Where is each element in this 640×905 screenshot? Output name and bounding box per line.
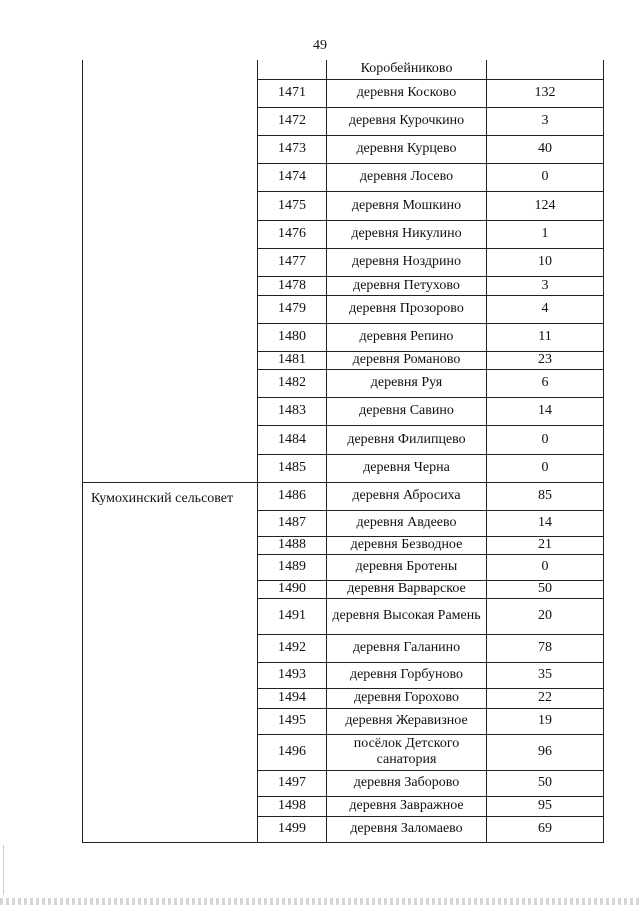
population-cell: 4 xyxy=(487,295,604,323)
number-cell: 1489 xyxy=(258,554,327,580)
population-cell: 78 xyxy=(487,634,604,662)
settlement-name-cell: деревня Романово xyxy=(327,351,487,369)
population-cell: 20 xyxy=(487,598,604,634)
settlement-name-cell: деревня Горбуново xyxy=(327,662,487,688)
number-cell: 1495 xyxy=(258,708,327,734)
number-cell xyxy=(258,60,327,79)
population-cell: 0 xyxy=(487,163,604,191)
number-cell: 1490 xyxy=(258,580,327,598)
population-cell: 6 xyxy=(487,369,604,397)
population-cell: 23 xyxy=(487,351,604,369)
settlement-name-cell: деревня Репино xyxy=(327,323,487,351)
settlement-name-cell: деревня Галанино xyxy=(327,634,487,662)
settlement-table xyxy=(82,60,604,843)
population-cell: 35 xyxy=(487,662,604,688)
population-cell: 14 xyxy=(487,510,604,536)
population-cell: 0 xyxy=(487,554,604,580)
population-cell: 19 xyxy=(487,708,604,734)
settlement-name-cell: деревня Завражное xyxy=(327,796,487,816)
number-cell: 1474 xyxy=(258,163,327,191)
table-row xyxy=(83,482,604,510)
number-cell: 1473 xyxy=(258,135,327,163)
settlement-name-cell: деревня Высокая Рамень xyxy=(327,598,487,634)
settlement-name-cell: деревня Черна xyxy=(327,454,487,482)
settlement-name-cell: деревня Бротены xyxy=(327,554,487,580)
number-cell: 1482 xyxy=(258,369,327,397)
population-cell: 14 xyxy=(487,397,604,425)
population-cell: 3 xyxy=(487,276,604,295)
settlement-name-cell: деревня Лосево xyxy=(327,163,487,191)
settlement-name-cell: деревня Варварское xyxy=(327,580,487,598)
settlement-name-cell: деревня Савино xyxy=(327,397,487,425)
population-cell: 96 xyxy=(487,734,604,770)
number-cell: 1496 xyxy=(258,734,327,770)
number-cell: 1487 xyxy=(258,510,327,536)
number-cell: 1484 xyxy=(258,425,327,454)
number-cell: 1483 xyxy=(258,397,327,425)
settlement-name-cell: деревня Мошкино xyxy=(327,191,487,220)
settlement-name-cell: деревня Авдеево xyxy=(327,510,487,536)
settlement-name-cell: деревня Прозорово xyxy=(327,295,487,323)
number-cell: 1488 xyxy=(258,536,327,554)
population-cell: 1 xyxy=(487,220,604,248)
number-cell: 1472 xyxy=(258,107,327,135)
number-cell: 1486 xyxy=(258,482,327,510)
population-cell: 11 xyxy=(487,323,604,351)
number-cell: 1493 xyxy=(258,662,327,688)
settlement-name-cell: деревня Заборово xyxy=(327,770,487,796)
number-cell: 1485 xyxy=(258,454,327,482)
council-cell: Кумохинский сельсовет xyxy=(83,482,258,842)
population-cell: 50 xyxy=(487,580,604,598)
number-cell: 1476 xyxy=(258,220,327,248)
settlement-name-cell: посёлок Детского санатория xyxy=(327,734,487,770)
population-cell: 124 xyxy=(487,191,604,220)
scan-artifact xyxy=(0,898,640,905)
settlement-name-cell: Коробейниково xyxy=(327,60,487,79)
number-cell: 1497 xyxy=(258,770,327,796)
council-cell xyxy=(83,60,258,482)
settlement-name-cell: деревня Никулино xyxy=(327,220,487,248)
page-number: 49 xyxy=(313,38,327,53)
number-cell: 1475 xyxy=(258,191,327,220)
number-cell: 1499 xyxy=(258,816,327,842)
population-cell: 21 xyxy=(487,536,604,554)
settlement-name-cell: деревня Курцево xyxy=(327,135,487,163)
number-cell: 1492 xyxy=(258,634,327,662)
settlement-name-cell: деревня Руя xyxy=(327,369,487,397)
margin-mark xyxy=(3,845,4,895)
population-cell: 85 xyxy=(487,482,604,510)
population-cell: 69 xyxy=(487,816,604,842)
settlement-name-cell: деревня Горохово xyxy=(327,688,487,708)
number-cell: 1498 xyxy=(258,796,327,816)
population-cell: 95 xyxy=(487,796,604,816)
population-cell: 132 xyxy=(487,79,604,107)
number-cell: 1480 xyxy=(258,323,327,351)
settlement-name-cell: деревня Безводное xyxy=(327,536,487,554)
number-cell: 1479 xyxy=(258,295,327,323)
number-cell: 1477 xyxy=(258,248,327,276)
settlement-name-cell: деревня Косково xyxy=(327,79,487,107)
population-cell: 0 xyxy=(487,425,604,454)
settlement-name-cell: деревня Жеравизное xyxy=(327,708,487,734)
number-cell: 1481 xyxy=(258,351,327,369)
population-cell: 40 xyxy=(487,135,604,163)
settlement-name-cell: деревня Заломаево xyxy=(327,816,487,842)
number-cell: 1478 xyxy=(258,276,327,295)
population-cell: 3 xyxy=(487,107,604,135)
population-cell: 10 xyxy=(487,248,604,276)
number-cell: 1491 xyxy=(258,598,327,634)
settlement-name-cell: деревня Курочкино xyxy=(327,107,487,135)
population-cell: 50 xyxy=(487,770,604,796)
population-cell: 0 xyxy=(487,454,604,482)
number-cell: 1471 xyxy=(258,79,327,107)
table-row-continuation xyxy=(83,60,604,79)
settlement-table-body xyxy=(83,60,604,842)
settlement-name-cell: деревня Ноздрино xyxy=(327,248,487,276)
settlement-name-cell: деревня Филипцево xyxy=(327,425,487,454)
number-cell: 1494 xyxy=(258,688,327,708)
population-cell xyxy=(487,60,604,79)
population-cell: 22 xyxy=(487,688,604,708)
settlement-name-cell: деревня Абросиха xyxy=(327,482,487,510)
settlement-name-cell: деревня Петухово xyxy=(327,276,487,295)
